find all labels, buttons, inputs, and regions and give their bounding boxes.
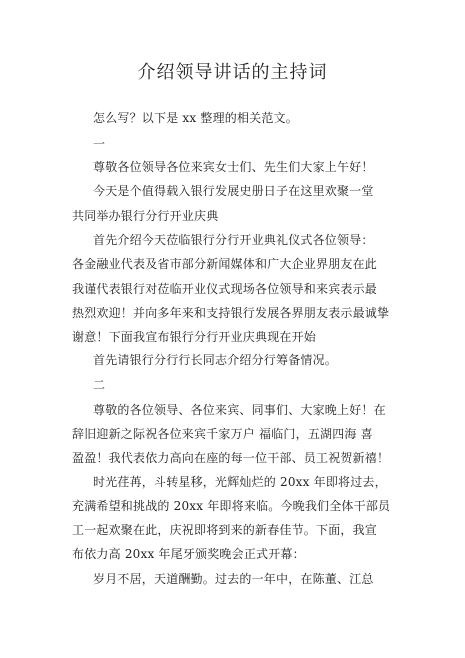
paragraph-line: 首先介绍今天莅临银行分行开业典礼仪式各位领导：: [93, 233, 374, 247]
paragraph-line: 今天是个值得载入银行发展史册日子在这里欢聚一堂: [93, 184, 374, 198]
paragraph-line: 热烈欢迎！并向多年来和支持银行发展各界朋友表示最诚挚: [72, 306, 390, 320]
paragraph-line: 共同举办银行分行开业庆典: [72, 209, 219, 223]
document-title: 介绍领导讲话的主持词: [137, 62, 328, 83]
paragraph-line: 布依力高 20xx 年尾牙颁奖晚会正式开幕：: [72, 547, 305, 561]
paragraph-line: 盈盈！我代表依力高向在座的每一位干部、员工祝贺新禧！: [72, 451, 390, 465]
paragraph-line: 首先请银行分行行长同志介绍分行筹备情况。: [93, 353, 338, 367]
paragraph-line: 尊敬的各位领导、各位来宾、同事们、大家晚上好！在: [93, 403, 386, 417]
intro-line: 怎么写？以下是 xx 整理的相关范文。: [93, 111, 298, 125]
paragraph-line: 充满希望和挑战的 20xx 年即将来临。今晚我们全体干部员: [72, 499, 391, 513]
paragraph-line: 我谨代表银行对莅临开业仪式现场各位领导和来宾表示最: [72, 282, 378, 296]
paragraph-line: 工一起欢聚在此，庆祝即将到来的新春佳节。下面，我宣: [72, 523, 378, 537]
paragraph-line: 岁月不居，天道酬勤。过去的一年中，在陈董、江总: [93, 572, 374, 586]
section-marker-one: 一: [93, 137, 106, 151]
paragraph-line: 时光荏苒，斗转星移，光辉灿烂的 20xx 年即将过去，: [93, 475, 387, 489]
section-marker-two: 二: [93, 378, 106, 392]
paragraph-line: 辞旧迎新之际祝各位来宾千家万户 福临门，五湖四海 喜: [72, 427, 373, 441]
paragraph-line: 尊敬各位领导各位来宾女士们、先生们大家上午好！: [93, 160, 374, 174]
paragraph-line: 各金融业代表及省市部分新闻媒体和广大企业界朋友在此: [72, 257, 378, 271]
paragraph-line: 谢意！下面我宣布银行分行开业庆典现在开始: [72, 330, 317, 344]
